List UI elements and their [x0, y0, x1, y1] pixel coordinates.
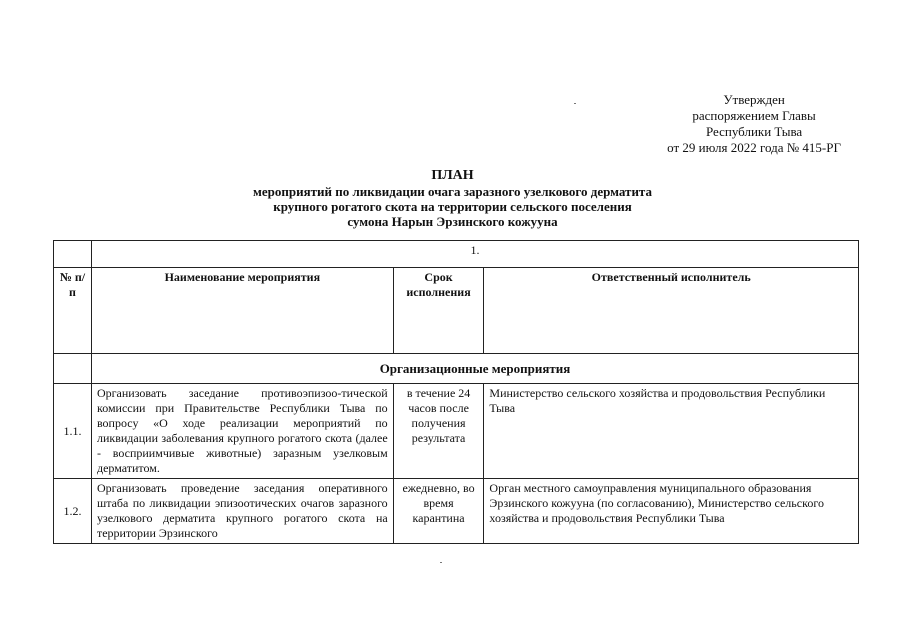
row-name: Организовать проведение заседания оперативного штаба по ликвидации эпизоотических очагов заразного узелкового дерматита крупного рогатого скота на территории Эрзинского	[91, 479, 393, 544]
scan-speck	[440, 562, 442, 563]
approval-line: от 29 июля 2022 года № 415-РГ	[667, 140, 841, 155]
header-name: Наименование мероприятия	[91, 268, 393, 354]
empty-cell	[54, 354, 92, 384]
row-responsible: Орган местного самоуправления муниципального образования Эрзинского кожууна (по согласованию), Министерство сельского хозяйства и продовольствия Республики Тыва	[484, 479, 859, 544]
header-responsible: Ответственный исполнитель	[484, 268, 859, 354]
category-row	[54, 354, 859, 384]
row-num: 1.2.	[54, 479, 92, 544]
plan-subtitle-line: мероприятий по ликвидации очага заразного узелкового дерматита	[253, 184, 652, 199]
plan-table	[53, 240, 859, 544]
plan-title: ПЛАН	[431, 168, 474, 183]
table-row	[54, 384, 859, 479]
header-num: № п/п	[54, 268, 92, 354]
plan-heading	[0, 168, 905, 229]
empty-cell	[54, 241, 92, 268]
section-number: 1.	[91, 241, 858, 268]
row-num: 1.1.	[54, 384, 92, 479]
category-label: Организационные мероприятия	[91, 354, 858, 384]
approval-line: Республики Тыва	[705, 124, 803, 139]
approval-stamp	[667, 92, 841, 156]
plan-subtitle-line: крупного рогатого скота на территории сельского поселения	[273, 199, 632, 214]
row-term: ежедневно, во время карантина	[393, 479, 484, 544]
approval-line: распоряжением Главы	[692, 108, 816, 123]
row-term: в течение 24 часов после получения результата	[393, 384, 484, 479]
table-header-row	[54, 268, 859, 354]
table-row	[54, 479, 859, 544]
row-responsible: Министерство сельского хозяйства и продовольствия Республики Тыва	[484, 384, 859, 479]
section-number-row	[54, 241, 859, 268]
plan-subtitle-line: сумона Нарын Эрзинского кожууна	[347, 214, 558, 229]
row-name: Организовать заседание противоэпизоо-тической комиссии при Правительстве Республики Тыва по вопросу «О ходе реализации мероприятий по ликвидации заболевания крупного рогатого скота (далее - восприимчивые животные) заразным узелковым дерматитом.	[91, 384, 393, 479]
header-term: Срок исполнения	[393, 268, 484, 354]
approval-line: Утвержден	[723, 92, 785, 107]
scan-speck	[574, 103, 576, 104]
